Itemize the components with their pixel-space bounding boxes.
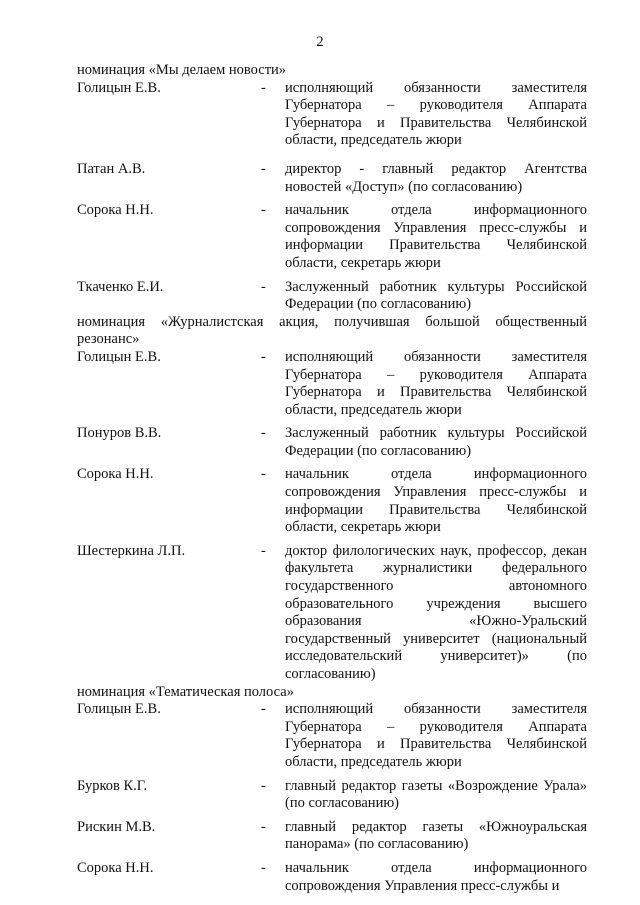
jury-entry: [77, 349, 587, 419]
dash-separator: -: [261, 777, 266, 794]
nomination-heading: номинация «Тематическая полоса»: [77, 683, 294, 700]
dash-separator: -: [261, 160, 266, 177]
jury-entry: [77, 425, 587, 460]
jury-entry: [77, 466, 587, 536]
jury-entry: [77, 778, 587, 813]
member-role: Заслуженный работник культуры Российской Федерации (по согласованию): [285, 425, 587, 459]
dash-separator: -: [261, 278, 266, 295]
member-role: главный редактор газеты «Южноуральская панорама» (по согласованию): [285, 818, 587, 853]
dash-separator: -: [261, 701, 266, 718]
page-number: 2: [316, 34, 324, 50]
dash-separator: -: [261, 79, 266, 96]
dash-separator: -: [261, 348, 266, 365]
member-name: Патан А.В.: [77, 160, 146, 177]
nomination-heading: номинация «Журналистская акция, получившая большой общественный резонанс»: [77, 313, 587, 348]
member-name: Сорока Н.Н.: [77, 859, 154, 876]
member-name: Сорока Н.Н.: [77, 202, 154, 219]
member-role: директор - главный редактор Агентства новостей «Доступ» (по согласованию): [285, 160, 587, 195]
member-name: Голицын Е.В.: [77, 79, 161, 96]
member-role: начальник отдела информационного сопровождения Управления пресс-службы и информации Правительства Челябинской области, секретарь жюри: [285, 466, 587, 536]
dash-separator: -: [261, 818, 266, 835]
jury-list: [77, 62, 587, 895]
dash-separator: -: [261, 202, 266, 219]
member-name: Сорока Н.Н.: [77, 466, 154, 483]
member-name: Голицын Е.В.: [77, 701, 161, 718]
member-role: начальник отдела информационного сопровождения Управления пресс-службы и информации Правительства Челябинской области, секретарь жюри: [285, 202, 587, 271]
jury-entry: [77, 279, 587, 314]
jury-entry: [77, 202, 587, 272]
jury-entry: [77, 701, 587, 771]
jury-entry: [77, 543, 587, 684]
member-role: исполняющий обязанности заместителя Губернатора – руководителя Аппарата Губернатора и Правительства Челябинской области, председатель жюри: [285, 701, 587, 770]
jury-entry: [77, 80, 587, 150]
member-role: исполняющий обязанности заместителя Губернатора – руководителя Аппарата Губернатора и Правительства Челябинской области, председатель жюри: [285, 348, 587, 418]
member-role: Заслуженный работник культуры Российской Федерации (по согласованию): [285, 278, 587, 313]
jury-entry: [77, 161, 587, 196]
member-name: Понуров В.В.: [77, 425, 162, 442]
member-role: начальник отдела информационного сопровождения Управления пресс-службы и: [285, 859, 587, 894]
jury-entry: [77, 819, 587, 854]
member-name: Шестеркина Л.П.: [77, 542, 186, 559]
jury-entry: [77, 860, 587, 895]
member-role: доктор филологических наук, профессор, декан факультета журналистики федерального государственного автономного образовательного учреждения высшего образования «Южно-Уральский государственный университет (национальный исследовательский университет)» (по согласованию): [285, 542, 587, 682]
member-name: Рискин М.В.: [77, 818, 156, 835]
dash-separator: -: [261, 859, 266, 876]
dash-separator: -: [261, 542, 266, 559]
dash-separator: -: [261, 425, 266, 442]
member-name: Ткаченко Е.И.: [77, 278, 164, 295]
member-role: исполняющий обязанности заместителя Губернатора – руководителя Аппарата Губернатора и Правительства Челябинской области, председатель жюри: [285, 79, 587, 149]
member-name: Голицын Е.В.: [77, 348, 161, 365]
nomination-heading: номинация «Мы делаем новости»: [77, 62, 287, 78]
dash-separator: -: [261, 466, 266, 483]
member-role: главный редактор газеты «Возрождение Урала» (по согласованию): [285, 777, 587, 812]
member-name: Бурков К.Г.: [77, 777, 148, 794]
